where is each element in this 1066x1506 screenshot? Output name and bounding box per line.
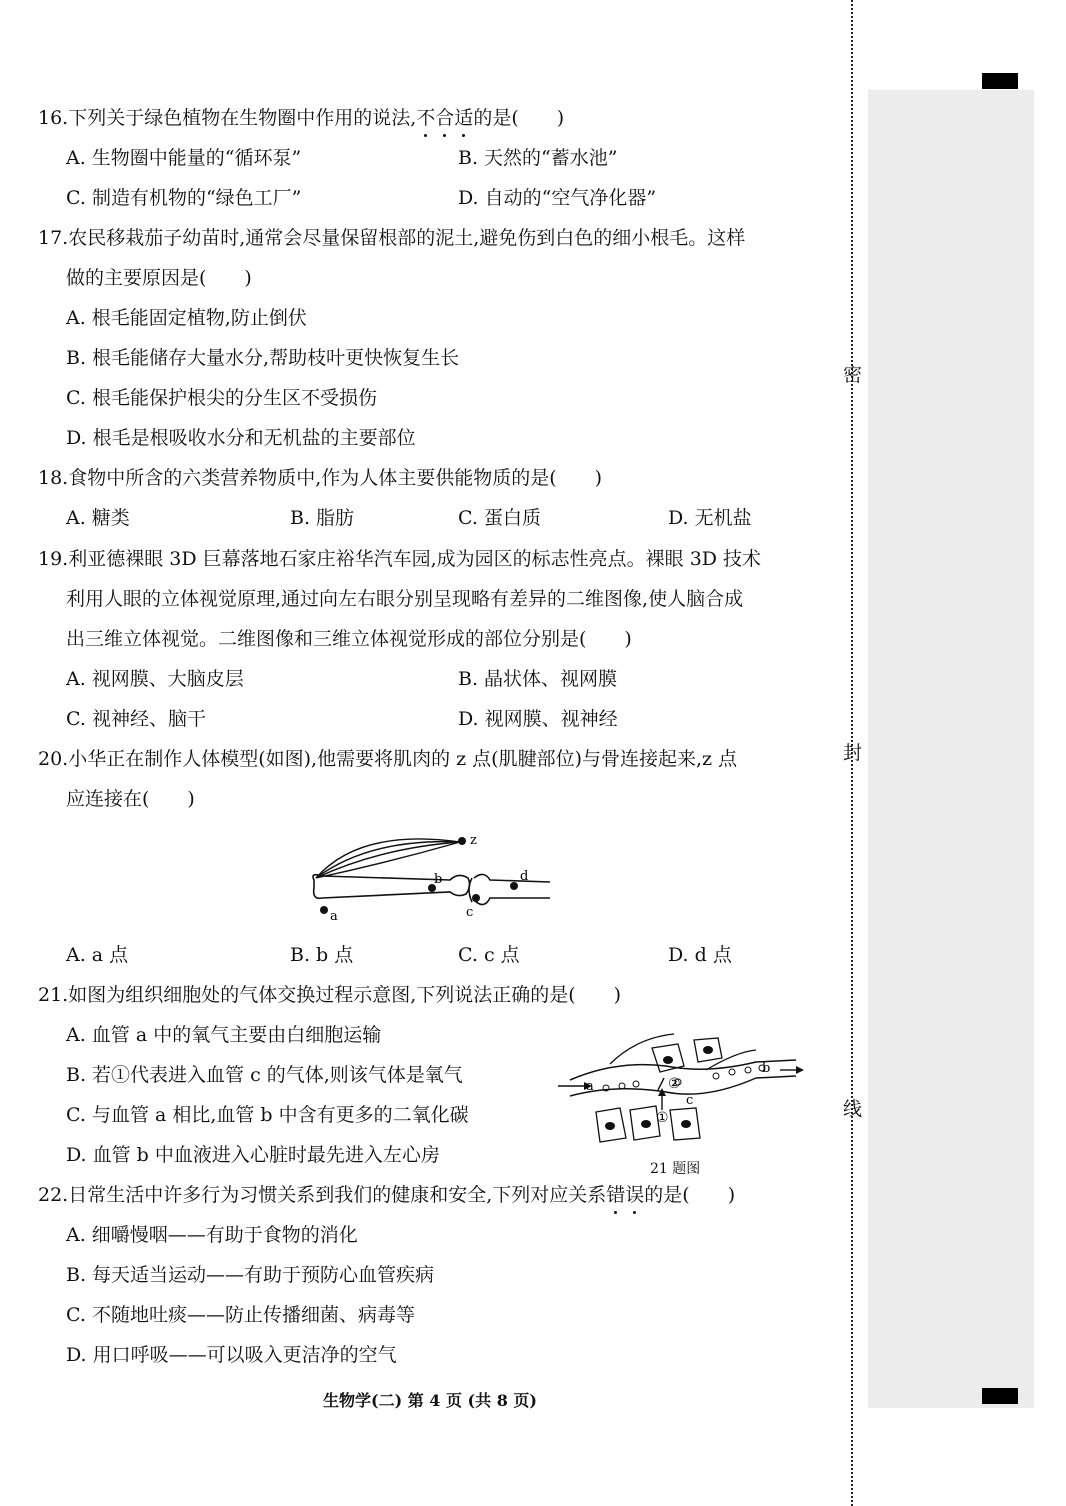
q20-option-a: A. a 点: [66, 944, 129, 966]
fig21-label-circled-1: ①: [656, 1110, 669, 1126]
question-19-stem-line2: 利用人眼的立体视觉原理,通过向左右眼分别呈现略有差异的二维图像,使人脑合成: [66, 588, 744, 610]
muscle-bone-figure: [300, 828, 570, 928]
gas-exchange-figure: [556, 1030, 806, 1150]
fig21-label-a: a: [586, 1079, 594, 1094]
question-18-stem: 18.食物中所含的六类营养物质中,作为人体主要供能物质的是( ): [38, 467, 603, 489]
q19-option-a: A. 视网膜、大脑皮层: [66, 668, 244, 690]
registration-mark-top: [982, 73, 1018, 89]
margin-panel: [868, 90, 1034, 1408]
q20-option-d: D. d 点: [668, 944, 732, 966]
fig21-label-b: b: [762, 1061, 771, 1076]
question-17-stem-line2: 做的主要原因是( ): [66, 267, 252, 289]
q21-option-a: A. 血管 a 中的氧气主要由白细胞运输: [66, 1024, 382, 1046]
fig21-label-circled-2: ②: [668, 1076, 681, 1092]
fig21-caption: 21 题图: [650, 1161, 701, 1177]
emphasis-char: 适: [454, 107, 474, 129]
question-21-stem: 21.如图为组织细胞处的气体交换过程示意图,下列说法正确的是( ): [38, 984, 622, 1006]
q22-option-d: D. 用口呼吸——可以吸入更洁净的空气: [66, 1344, 397, 1366]
q19-option-c: C. 视神经、脑干: [66, 708, 206, 730]
q22-option-a: A. 细嚼慢咽——有助于食物的消化: [66, 1224, 358, 1246]
q16-option-a: A. 生物圈中能量的“循环泵”: [66, 147, 302, 169]
q21-option-c: C. 与血管 a 相比,血管 b 中含有更多的二氧化碳: [66, 1104, 469, 1126]
registration-mark-bottom: [982, 1388, 1018, 1404]
q16-option-b: B. 天然的“蓄水池”: [458, 147, 618, 169]
question-17-stem-line1: 17.农民移栽茄子幼苗时,通常会尽量保留根部的泥土,避免伤到白色的细小根毛。这样: [38, 227, 746, 249]
fig20-label-z: z: [470, 833, 477, 848]
page-footer: 生物学(二) 第 4 页 (共 8 页): [323, 1391, 537, 1410]
fig20-label-c: c: [466, 905, 474, 920]
q19-option-d: D. 视网膜、视神经: [458, 708, 618, 730]
question-20-stem-line2: 应连接在( ): [66, 788, 195, 810]
emphasis-char: 误: [625, 1184, 645, 1206]
question-19-stem-line3: 出三维立体视觉。二维图像和三维立体视觉形成的部位分别是( ): [66, 628, 632, 650]
q16-option-d: D. 自动的“空气净化器”: [458, 187, 657, 209]
q17-option-a: A. 根毛能固定植物,防止倒伏: [66, 307, 307, 329]
q17-option-c: C. 根毛能保护根尖的分生区不受损伤: [66, 387, 377, 409]
emphasis-char: 不: [416, 107, 436, 129]
q18-option-a: A. 糖类: [66, 507, 130, 529]
question-20-stem-line1: 20.小华正在制作人体模型(如图),他需要将肌肉的 z 点(肌腱部位)与骨连接起来,z 点: [38, 748, 738, 770]
q17-option-b: B. 根毛能储存大量水分,帮助枝叶更快恢复生长: [66, 347, 460, 369]
q16-option-c: C. 制造有机物的“绿色工厂”: [66, 187, 302, 209]
fig21-label-c: c: [686, 1093, 694, 1108]
q20-option-b: B. b 点: [290, 944, 354, 966]
q17-option-d: D. 根毛是根吸收水分和无机盐的主要部位: [66, 427, 416, 449]
q19-option-b: B. 晶状体、视网膜: [458, 668, 618, 690]
question-19-stem-line1: 19.利亚德裸眼 3D 巨幕落地石家庄裕华汽车园,成为园区的标志性亮点。裸眼 3D 技术: [38, 548, 762, 570]
q22-option-c: C. 不随地吐痰——防止传播细菌、病毒等: [66, 1304, 415, 1326]
seal-char-mi: 密: [843, 364, 863, 386]
q20-option-c: C. c 点: [458, 944, 520, 966]
q18-option-d: D. 无机盐: [668, 507, 752, 529]
question-22-stem: 22.日常生活中许多行为习惯关系到我们的健康和安全,下列对应关系错误的是( ): [38, 1184, 736, 1206]
q21-option-d: D. 血管 b 中血液进入心脏时最先进入左心房: [66, 1144, 440, 1166]
fig20-label-d: d: [520, 869, 529, 884]
q21-option-b: B. 若①代表进入血管 c 的气体,则该气体是氧气: [66, 1064, 463, 1086]
question-16-stem: 16.下列关于绿色植物在生物圈中作用的说法,不合适的是( ): [38, 107, 565, 129]
fig20-label-b: b: [434, 872, 443, 887]
q22-option-b: B. 每天适当运动——有助于预防心血管疾病: [66, 1264, 435, 1286]
q18-option-b: B. 脂肪: [290, 507, 355, 529]
fig20-label-a: a: [330, 909, 338, 924]
q18-option-c: C. 蛋白质: [458, 507, 541, 529]
seal-char-feng: 封: [843, 742, 863, 764]
emphasis-char: 错: [606, 1184, 626, 1206]
seal-char-xian: 线: [843, 1098, 863, 1120]
emphasis-char: 合: [435, 107, 455, 129]
